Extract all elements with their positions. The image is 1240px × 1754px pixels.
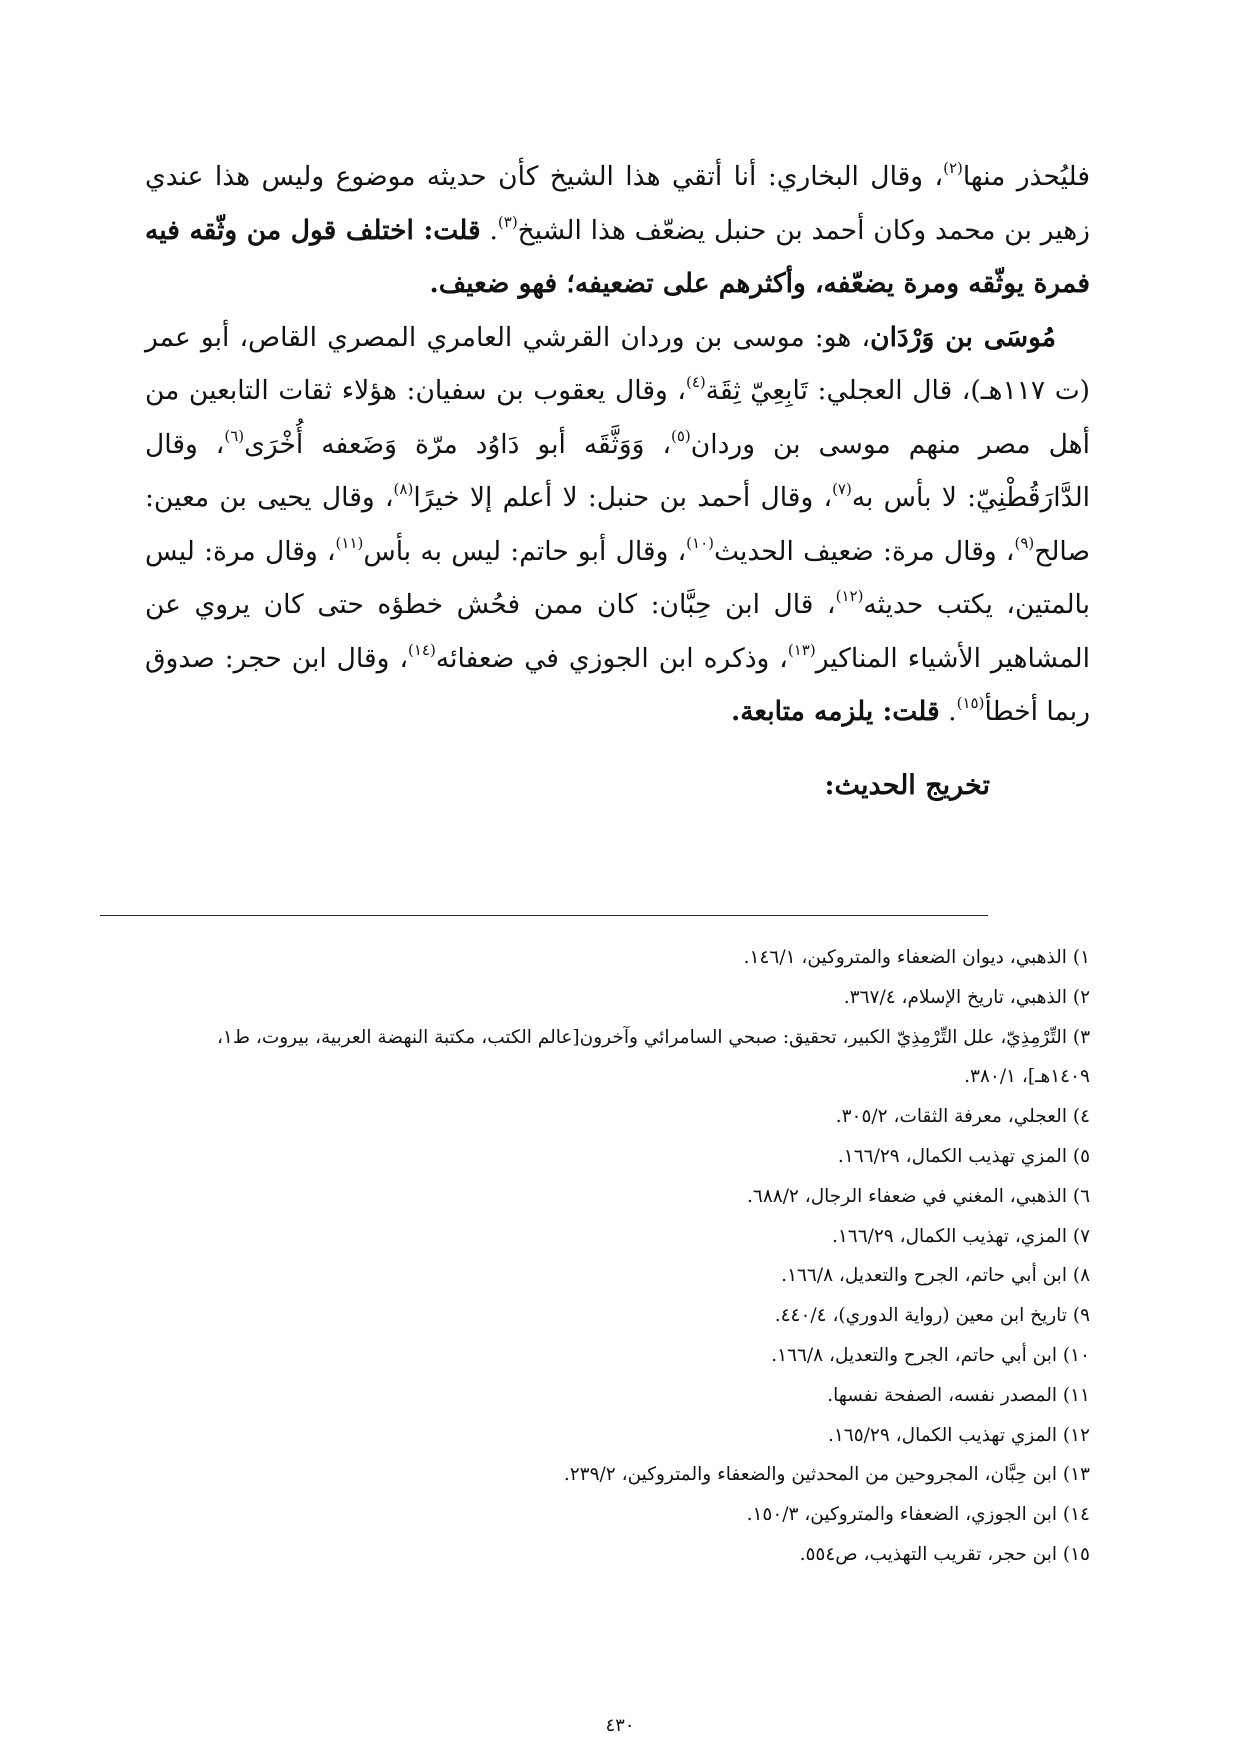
footnote-ref: (٨): [393, 480, 414, 498]
page-number: ٤٣٠: [605, 1715, 635, 1736]
text-run: ، وقال يعقوب بن سفيان: هؤلاء ثقات التابعين من أهل مصر منهم موسى بن وردان: [145, 375, 1090, 460]
text-run: ، وقال الدَّارَقُطْنِيّ: لا بأس به: [145, 428, 1090, 513]
footnote-item: ١٤) ابن الجوزي، الضعفاء والمتروكين، ١٥٠/٣.: [746, 1504, 1090, 1526]
footnote-ref: (١٠): [686, 533, 714, 552]
footnote-ref: (٢): [943, 159, 963, 177]
footnotes-list: [145, 938, 1090, 1575]
footnote-item: ١٣) ابن حِبَّان، المجروحين من المحدثين والضعفاء والمتروكين، ٢٣٩/٢.: [563, 1464, 1090, 1486]
footnote-item: ٤) العجلي، معرفة الثقات، ٣٠٥/٢.: [835, 1106, 1090, 1128]
text-run: ، قال ابن حِبَّان: كان ممن فحُش خطؤه حتى كان يروي عن المشاهير الأشياء المناكير: [145, 589, 1090, 674]
footnote-ref: (٩): [1014, 533, 1035, 552]
footnote-item: ٥) المزي تهذيب الكمال، ١٦٦/٢٩.: [837, 1145, 1090, 1167]
footnote-item: ٣) التِّرْمِذِيّ، علل التِّرْمِذِيّ الكبير، تحقيق: صبحي السامرائي وآخرون[عالم الكتب، مكتبة النهضة العربية، بيروت، ط١، ١٤٠٩هـ]، ٣٨٠/١.: [216, 1026, 1090, 1088]
footnote-item: ١) الذهبي، ديوان الضعفاء والمتروكين، ١٤٦/١.: [743, 947, 1090, 968]
text-run: ، وقال أحمد بن حنبل: لا أعلم إلا خيرًا: [413, 482, 833, 513]
text-run: فليُحذر منها: [962, 161, 1090, 192]
footnote-ref: (٣): [497, 212, 518, 231]
footnote-ref: (٧): [832, 480, 852, 498]
footnote-ref: (١٤): [408, 640, 436, 659]
footnote-item: ٢) الذهبي، تاريخ الإسلام، ٣٦٧/٤.: [843, 986, 1090, 1008]
bold-text: قلت: يلزمه متابعة.: [731, 696, 940, 727]
text-run: ، وقال أبو حاتم: ليس به بأس: [363, 535, 687, 567]
footnote-ref: (٥): [671, 426, 691, 445]
text-run: ، وقال مرة: ليس بالمتين، يكتب حديثه: [145, 535, 1090, 620]
footnote-ref: (٦): [224, 426, 245, 445]
text-run: ، هو: موسى بن وردان القرشي العامري المصري القاص، أبو عمر (ت ١١٧هـ)، قال العجلي: تَابِعِيّ ثِقَة: [145, 321, 1090, 406]
footnote-ref: (١٥): [956, 694, 985, 712]
footnote-ref: (٤): [685, 373, 706, 391]
footnote-item: ٦) الذهبي، المغني في ضعفاء الرجال، ٦٨٨/٢.: [747, 1185, 1090, 1207]
footnote-item: ١٥) ابن حجر، تقريب التهذيب، ص٥٥٤.: [799, 1543, 1090, 1565]
footnote-separator: [100, 915, 988, 916]
footnote-ref: (١٣): [787, 640, 816, 659]
bold-text: قلت: اختلف قول من وثّقه فيه فمرة يوثّقه ومرة يضعّفه، وأكثرهم على تضعيفه؛ فهو ضعيف.: [145, 214, 1090, 299]
text-run: ، وقال البخاري: أنا أتقي هذا الشيخ كأن حديثه موضوع وليس هذا عندي زهير بن محمد وكان أحمد بن حنبل يضعّف هذا الشيخ: [145, 161, 1090, 246]
paragraph-2: [145, 311, 1090, 739]
paragraph-1: [145, 150, 1090, 311]
section-heading: تخريج الحديث:: [824, 770, 990, 801]
footnote-item: ٩) تاريخ ابن معين (رواية الدوري)، ٤٤٠/٤.: [774, 1305, 1090, 1327]
footnote-item: ١٢) المزي تهذيب الكمال، ١٦٥/٢٩.: [827, 1424, 1090, 1446]
text-run: ، وَوَثَّقَه أبو دَاوُد مرّة وَضَعفه أُخْرَى: [244, 428, 671, 460]
footnote-ref: (١٢): [835, 587, 864, 605]
text-run: ، وقال يحيى بن معين: صالح: [145, 482, 1091, 567]
text-run: ، وقال مرة: ضعيف الحديث: [714, 535, 1015, 567]
text-run: .: [480, 214, 498, 246]
footnote-item: ١٠) ابن أبي حاتم، الجرح والتعديل، ١٦٦/٨.: [771, 1344, 1090, 1366]
footnote-ref: (١١): [335, 533, 364, 552]
footnote-item: ١١) المصدر نفسه، الصفحة نفسها.: [827, 1384, 1090, 1406]
bold-text: مُوسَى بن وَرْدَان: [870, 321, 1056, 353]
footnote-item: ٧) المزي، تهذيب الكمال، ١٦٦/٢٩.: [831, 1225, 1090, 1247]
main-text: [145, 150, 1090, 739]
footnote-item: ٨) ابن أبي حاتم، الجرح والتعديل، ١٦٦/٨.: [781, 1265, 1090, 1287]
text-run: .: [939, 696, 957, 727]
text-run: ، وقال ابن حجر: صدوق ربما أخطأ: [145, 642, 1090, 727]
text-run: ، وذكره ابن الجوزي في ضعفائه: [435, 642, 788, 674]
